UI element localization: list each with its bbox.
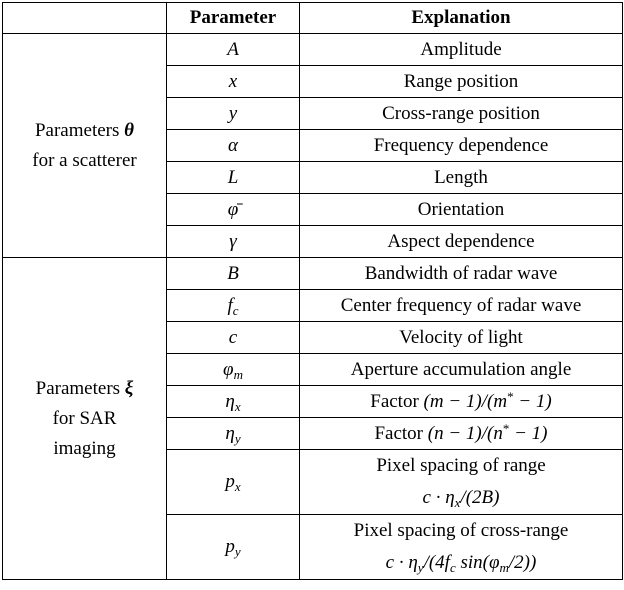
phim-base: φ (223, 358, 234, 380)
param-expl-fc: Center frequency of radar wave (300, 290, 623, 322)
fc-subscript: c (232, 302, 239, 318)
etax-expl-end: − 1) (513, 390, 552, 412)
etay-expl-end: − 1) (509, 422, 548, 444)
py-formula-c: f (444, 552, 450, 573)
py-expl-formula (300, 547, 622, 579)
param-expl-L: Length (300, 162, 623, 194)
py-formula-a: c · η (385, 552, 418, 573)
theta-symbol: θ (124, 119, 135, 141)
param-symbol-etax (167, 386, 300, 418)
etay-base: η (225, 422, 235, 444)
param-expl-y: Cross-range position (300, 98, 623, 130)
param-expl-gamma: Aspect dependence (300, 226, 623, 258)
param-expl-x: Range position (300, 66, 623, 98)
param-symbol-B: B (167, 258, 300, 290)
group-sar-line1: Parameters (35, 377, 121, 399)
fc-base: f (227, 294, 233, 316)
px-expl-formula (300, 482, 622, 514)
px-base: p (225, 471, 235, 492)
param-symbol-y: y (167, 98, 300, 130)
group-sar-line2: for SAR (52, 407, 117, 429)
param-symbol-gamma: γ (167, 226, 300, 258)
xi-symbol: ξ (124, 377, 134, 399)
etay-expl-sup: * (502, 420, 510, 436)
param-symbol-L: L (167, 162, 300, 194)
param-symbol-phibar: φ̄ (167, 194, 300, 226)
etax-base: η (225, 390, 235, 412)
py-formula-e: /2)) (508, 552, 537, 573)
param-symbol-alpha: α (167, 130, 300, 162)
py-expl-line1: Pixel spacing of cross-range (353, 520, 569, 541)
param-expl-etay (300, 418, 623, 450)
param-symbol-x: x (167, 66, 300, 98)
param-expl-c: Velocity of light (300, 322, 623, 354)
etay-subscript: y (234, 430, 241, 446)
param-expl-alpha: Frequency dependence (300, 130, 623, 162)
py-formula-csub: c (449, 560, 456, 575)
param-expl-px (300, 450, 623, 515)
param-expl-B: Bandwidth of radar wave (300, 258, 623, 290)
etax-expl-formula: (m − 1)/(m (423, 390, 508, 412)
px-formula-sub: x (454, 495, 461, 510)
etax-expl-sup: * (507, 388, 514, 404)
px-formula-a: c · η (422, 487, 455, 508)
group-scatterer-line1: Parameters (34, 119, 120, 141)
param-symbol-etay (167, 418, 300, 450)
param-expl-phim: Aperture accumulation angle (300, 354, 623, 386)
header-parameter: Parameter (167, 3, 300, 34)
header-explanation: Explanation (300, 3, 623, 34)
param-symbol-phim (167, 354, 300, 386)
etay-expl-prefix: Factor (374, 422, 424, 444)
param-symbol-fc (167, 290, 300, 322)
py-formula-dsub: m (499, 560, 509, 575)
param-symbol-py (167, 515, 300, 580)
param-symbol-c: c (167, 322, 300, 354)
param-expl-phibar: Orientation (300, 194, 623, 226)
etax-subscript: x (234, 398, 241, 414)
param-expl-etax (300, 386, 623, 418)
group-scatterer-line2: for a scatterer (32, 149, 137, 171)
param-symbol-px (167, 450, 300, 515)
px-subscript: x (234, 479, 241, 494)
phim-subscript: m (233, 366, 243, 382)
py-subscript: y (234, 544, 241, 559)
param-symbol-A: A (167, 34, 300, 66)
group-sar-line3: imaging (53, 437, 116, 459)
py-formula-d: sin(φ (455, 552, 500, 573)
parameters-table (2, 2, 623, 580)
py-base: p (225, 536, 235, 557)
param-expl-py (300, 515, 623, 580)
group-sar-label (3, 258, 167, 580)
header-blank-cell (3, 3, 167, 34)
etax-expl-prefix: Factor (370, 390, 419, 412)
param-expl-A: Amplitude (300, 34, 623, 66)
py-formula-b: /(4 (423, 552, 445, 573)
px-expl-line1: Pixel spacing of range (376, 455, 546, 476)
etay-expl-formula: (n − 1)/(n (427, 422, 503, 444)
px-formula-b: /(2B) (460, 487, 500, 508)
py-formula-sub: y (417, 560, 424, 575)
group-scatterer-label (3, 34, 167, 258)
